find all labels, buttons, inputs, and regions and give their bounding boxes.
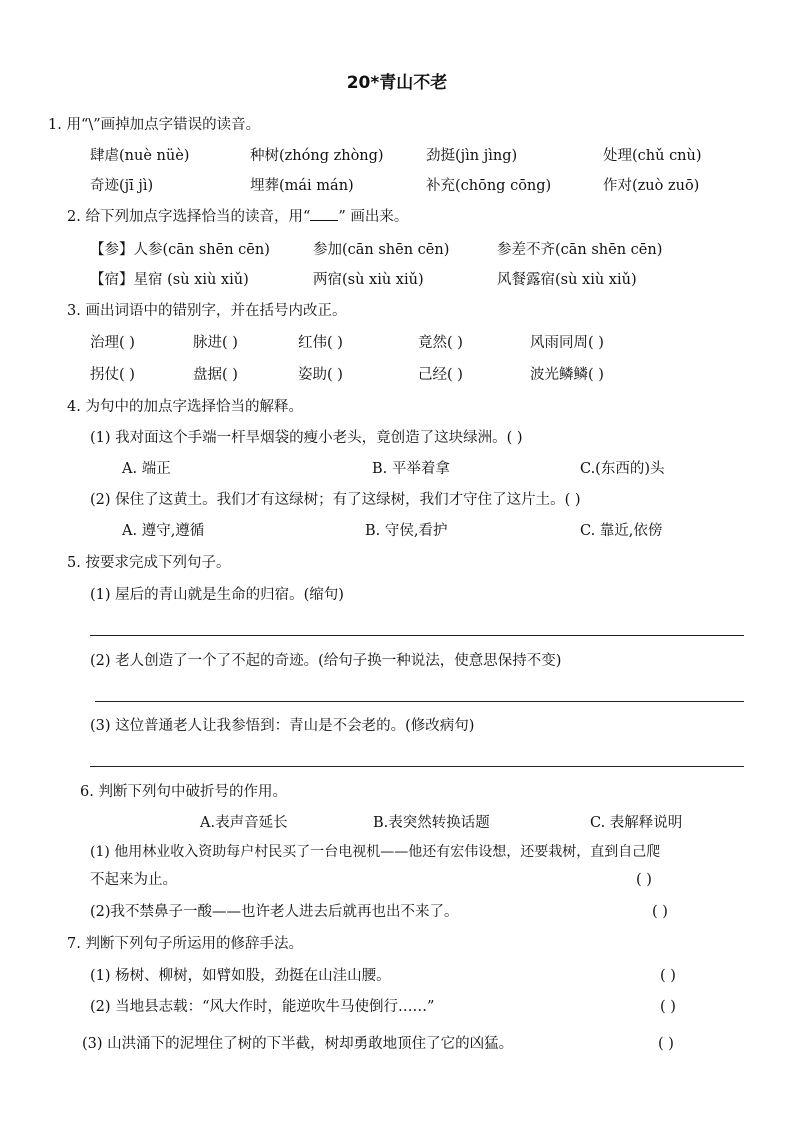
q3-item: 风雨同周( ) (530, 335, 604, 351)
q3-item: 脉进( ) (193, 335, 238, 351)
q4-option: A. 遵守,遵循 (122, 523, 205, 539)
q1-item: 埋葬(mái mán) (250, 178, 354, 194)
q6-prompt: 6. 判断下列句中破折号的作用。 (80, 784, 287, 800)
q6-option: C. 表解释说明 (590, 815, 683, 831)
answer-paren: ( ) (636, 872, 652, 888)
q5-sentence: (1) 屋后的青山就是生命的归宿。(缩句) (90, 587, 344, 603)
q1-item: 补充(chōng cōng) (426, 178, 552, 194)
answer-line (90, 635, 744, 636)
q4-option: C. 靠近,依傍 (580, 523, 663, 539)
q5-sentence: (2) 老人创造了一个了不起的奇迹。(给句子换一种说法，使意思保持不变) (90, 653, 562, 669)
answer-paren: ( ) (660, 999, 676, 1015)
answer-underline (310, 208, 338, 221)
q1-prompt: 1. 用“\”画掉加点字错误的读音。 (48, 117, 261, 133)
q4-prompt: 4. 为句中的加点字选择恰当的解释。 (67, 399, 303, 415)
q2-item: 风餐露宿(sù xiù xiǔ) (497, 272, 637, 288)
q3-prompt: 3. 画出词语中的错别字，并在括号内改正。 (67, 303, 347, 319)
q4-option: B. 守侯,看护 (365, 523, 448, 539)
q2-item: 两宿(sù xiù xiǔ) (313, 272, 424, 288)
answer-line (90, 766, 744, 767)
q1-item: 种树(zhóng zhòng) (250, 148, 384, 164)
q7-prompt: 7. 判断下列句子所运用的修辞手法。 (67, 936, 303, 952)
q4-option: A. 端正 (122, 461, 171, 477)
q4-option: B. 平举着拿 (372, 461, 450, 477)
q2-item: 【宿】星宿 (sù xiù xiǔ) (90, 272, 249, 288)
q3-item: 拐仗( ) (90, 367, 135, 383)
q6-option: A.表声音延长 (200, 815, 288, 831)
q7-sentence: (2) 当地县志载：“风大作时，能逆吹牛马使倒行……” (90, 999, 435, 1015)
q1-item: 处理(chǔ cnù) (603, 148, 702, 164)
q4-sentence: (2) 保住了这黄土。我们才有这绿树；有了这绿树，我们才守住了这片土。( ) (90, 492, 581, 508)
q2-prompt-start: 2. 给下列加点字选择恰当的读音，用“ (67, 209, 311, 225)
q1-item: 作对(zuò zuō) (603, 178, 700, 194)
q5-sentence: (3) 这位普通老人让我参悟到：青山是不会老的。(修改病句) (90, 718, 475, 734)
answer-paren: ( ) (658, 1036, 674, 1052)
q7-sentence: (1) 杨树、柳树，如臂如股，劲挺在山洼山腰。 (90, 968, 391, 984)
q3-item: 盘据( ) (193, 367, 238, 383)
q3-item: 波光鳞鳞( ) (530, 367, 604, 383)
q3-item: 红伟( ) (298, 335, 343, 351)
q6-sentence: (1) 他用林业收入资助每户村民买了一台电视机——他还有宏伟设想，还要栽树，直到自己爬 (90, 844, 661, 860)
q5-prompt: 5. 按要求完成下列句子。 (67, 555, 231, 571)
q7-sentence: (3) 山洪涌下的泥埋住了树的下半截，树却勇敢地顶住了它的凶猛。 (82, 1036, 514, 1052)
q6-sentence: (2)我不禁鼻子一酸——也许老人进去后就再也出不来了。 (90, 904, 459, 920)
q4-option: C.(东西的)头 (580, 461, 665, 477)
answer-paren: ( ) (652, 904, 668, 920)
q1-item: 肆虐(nuè nüè) (90, 148, 190, 164)
q1-item: 劲挺(jìn jìng) (426, 148, 518, 164)
q2-item: 参加(cān shēn cēn) (313, 242, 450, 258)
q3-item: 竟然( ) (418, 335, 463, 351)
q2-prompt (67, 208, 408, 226)
q2-item: 参差不齐(cān shēn cēn) (497, 242, 663, 258)
q2-item: 【参】人参(cān shēn cēn) (90, 242, 270, 258)
q4-sentence: (1) 我对面这个手端一杆旱烟袋的瘦小老头，竟创造了这块绿洲。( ) (90, 430, 523, 446)
q3-item: 己经( ) (418, 367, 463, 383)
page-title: 20*青山不老 (346, 73, 448, 93)
answer-line (95, 701, 744, 702)
q2-prompt-end: ” 画出来。 (338, 209, 409, 225)
q6-option: B.表突然转换话题 (373, 815, 490, 831)
q3-item: 治理( ) (90, 335, 135, 351)
q1-item: 奇迹(jī jì) (90, 178, 154, 194)
answer-paren: ( ) (660, 968, 676, 984)
q3-item: 姿助( ) (298, 367, 343, 383)
q6-sentence-cont: 不起来为止。 (90, 872, 177, 888)
